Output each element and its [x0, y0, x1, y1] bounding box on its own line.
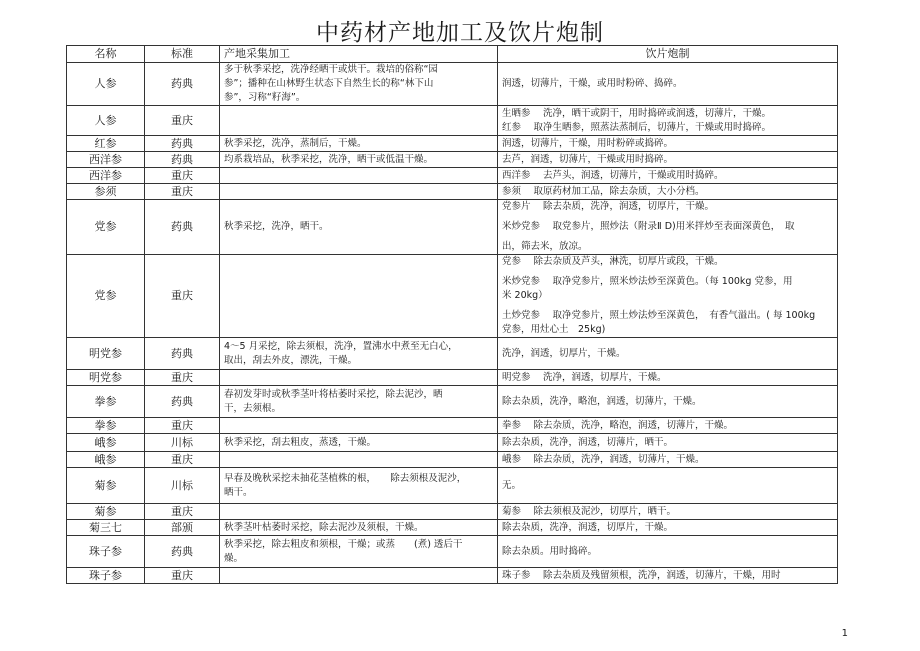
cell-standard: 药典 — [145, 338, 220, 370]
cell-processing — [498, 520, 838, 536]
table-row — [67, 468, 838, 504]
cell-name: 参须 — [67, 184, 145, 200]
cell-processing — [498, 504, 838, 520]
header-origin: 产地采集加工 — [220, 46, 498, 63]
cell-name: 拳参 — [67, 386, 145, 418]
cell-name: 峨参 — [67, 452, 145, 468]
cell-line: 拳参 除去杂质，洗净，略泡，润透，切薄片，干燥。 — [502, 419, 734, 431]
cell-name: 人参 — [67, 63, 145, 106]
cell-origin — [220, 200, 498, 255]
cell-line: 米炒党参 取党参片，照炒法（附录Ⅱ D)用米拌炒至表面深黄色， 取 — [502, 221, 795, 232]
cell-standard: 药典 — [145, 386, 220, 418]
cell-origin — [220, 152, 498, 168]
cell-origin — [220, 504, 498, 520]
cell-name: 菊参 — [67, 504, 145, 520]
cell-origin — [220, 338, 498, 370]
cell-processing — [498, 338, 838, 370]
cell-standard: 川标 — [145, 468, 220, 504]
cell-name: 明党参 — [67, 370, 145, 386]
cell-standard: 重庆 — [145, 106, 220, 136]
cell-processing — [498, 418, 838, 434]
cell-line: 土炒党参 取净党参片，照土炒法炒至深黄色， 有香气溢出。( 每 100kg — [502, 310, 816, 321]
cell-line: 明党参 洗净，润透，切厚片，干燥。 — [502, 371, 667, 383]
table-row — [67, 370, 838, 386]
cell-line: 参须 取原药材加工品，除去杂质，大小分档。 — [502, 185, 705, 197]
cell-name: 峨参 — [67, 434, 145, 452]
cell-line: 均系栽培品，秋季采挖，洗净，晒干或低温干燥。 — [224, 153, 434, 165]
cell-name: 人参 — [67, 106, 145, 136]
cell-standard: 川标 — [145, 434, 220, 452]
cell-origin — [220, 434, 498, 452]
cell-line: 出，筛去米，放凉。 — [502, 241, 588, 252]
page-number: 1 — [841, 628, 848, 639]
cell-origin — [220, 106, 498, 136]
cell-name: 菊参 — [67, 468, 145, 504]
table-row — [67, 255, 838, 338]
cell-line: 秋季采挖，刮去粗皮，蒸透，干燥。 — [224, 436, 377, 448]
table-row — [67, 452, 838, 468]
cell-line: 燥。 — [224, 552, 244, 564]
cell-processing — [498, 63, 838, 106]
cell-line: 党参片 除去杂质，洗净，润透，切厚片，干燥。 — [502, 201, 715, 212]
cell-line: 洗净，润透，切厚片，干燥。 — [502, 347, 626, 359]
table-row — [67, 136, 838, 152]
cell-origin — [220, 536, 498, 568]
cell-standard: 药典 — [145, 536, 220, 568]
cell-name: 拳参 — [67, 418, 145, 434]
cell-line: 米炒党参 取净党参片，照米炒法炒至深黄色。（每 100kg 党参，用 — [502, 276, 793, 287]
cell-origin — [220, 370, 498, 386]
cell-processing — [498, 106, 838, 136]
cell-origin — [220, 184, 498, 200]
cell-standard: 重庆 — [145, 568, 220, 584]
cell-origin — [220, 63, 498, 106]
cell-processing — [498, 370, 838, 386]
header-standard: 标准 — [145, 46, 220, 63]
cell-origin — [220, 452, 498, 468]
cell-standard: 药典 — [145, 152, 220, 168]
table-row — [67, 418, 838, 434]
cell-processing — [498, 152, 838, 168]
cell-origin — [220, 520, 498, 536]
cell-processing — [498, 568, 838, 584]
cell-processing — [498, 136, 838, 152]
cell-line: 除去杂质，洗净，润透，切薄片，晒干。 — [502, 436, 674, 448]
cell-processing — [498, 452, 838, 468]
cell-standard: 重庆 — [145, 504, 220, 520]
cell-processing — [498, 168, 838, 184]
cell-origin — [220, 136, 498, 152]
table-row — [67, 568, 838, 584]
cell-line: 4～5 月采挖，除去须根，洗净，置沸水中煮至无白心， — [224, 340, 458, 352]
cell-origin — [220, 255, 498, 338]
header-name: 名称 — [67, 46, 145, 63]
cell-origin — [220, 468, 498, 504]
table-row — [67, 434, 838, 452]
cell-line: 润透，切薄片，干燥，用时粉碎或捣碎。 — [502, 137, 674, 149]
cell-line: 无。 — [502, 479, 522, 491]
table-row — [67, 184, 838, 200]
table-row — [67, 106, 838, 136]
page-title: 中药材产地加工及饮片炮制 — [316, 20, 604, 46]
cell-processing — [498, 200, 838, 255]
cell-line: 润透，切薄片，干燥，或用时粉碎、捣碎。 — [502, 78, 683, 89]
cell-standard: 重庆 — [145, 452, 220, 468]
cell-name: 珠子参 — [67, 568, 145, 584]
cell-line: 除去杂质，洗净，略泡，润透，切薄片，干燥。 — [502, 395, 702, 407]
cell-line: 党参，用灶心土 25kg) — [502, 324, 606, 335]
table-row — [67, 520, 838, 536]
cell-standard: 药典 — [145, 200, 220, 255]
cell-line: 取出，刮去外皮，漂洗，干燥。 — [224, 354, 358, 366]
cell-line: 菊参 除去须根及泥沙，切厚片，晒干。 — [502, 505, 677, 517]
cell-line: 西洋参 去芦头，润透，切薄片，干燥或用时捣碎。 — [502, 169, 724, 181]
cell-origin — [220, 568, 498, 584]
cell-processing — [498, 536, 838, 568]
cell-line: 生晒参 洗净，晒干或阴干，用时捣碎或润透，切薄片，干燥。 — [502, 107, 772, 119]
cell-processing — [498, 386, 838, 418]
herb-processing-table — [66, 45, 838, 584]
cell-standard: 重庆 — [145, 184, 220, 200]
cell-name: 珠子参 — [67, 536, 145, 568]
cell-line: 峨参 除去杂质，洗净，润透，切薄片，干燥。 — [502, 453, 705, 465]
cell-standard: 重庆 — [145, 255, 220, 338]
cell-processing — [498, 255, 838, 338]
table-row — [67, 200, 838, 255]
cell-standard: 药典 — [145, 63, 220, 106]
cell-standard: 重庆 — [145, 168, 220, 184]
cell-line: 党参 除去杂质及芦头，淋洗，切厚片或段，干燥。 — [502, 256, 724, 267]
cell-origin — [220, 168, 498, 184]
cell-name: 红参 — [67, 136, 145, 152]
cell-line: 秋季采挖，除去粗皮和须根，干燥；或蒸 (煮) 透后干 — [224, 538, 463, 550]
cell-standard: 重庆 — [145, 418, 220, 434]
cell-name: 党参 — [67, 255, 145, 338]
cell-line: 除去杂质。用时捣碎。 — [502, 545, 598, 557]
table-row — [67, 504, 838, 520]
cell-line: 珠子参 除去杂质及残留须根，洗净，润透，切薄片，干燥，用时 — [502, 569, 781, 581]
cell-line: 米 20kg） — [502, 290, 548, 301]
cell-name: 西洋参 — [67, 152, 145, 168]
cell-line: 参”；播种在山林野生状态下自然生长的称“林下山 — [224, 78, 434, 89]
cell-name: 菊三七 — [67, 520, 145, 536]
table-row — [67, 386, 838, 418]
table-row — [67, 536, 838, 568]
table-row — [67, 338, 838, 370]
cell-processing — [498, 468, 838, 504]
cell-name: 西洋参 — [67, 168, 145, 184]
cell-standard: 重庆 — [145, 370, 220, 386]
cell-name: 党参 — [67, 200, 145, 255]
cell-line: 秋季采挖，洗净，蒸制后，干燥。 — [224, 137, 367, 149]
cell-line: 红参 取净生晒参，照蒸法蒸制后，切薄片，干燥或用时捣碎。 — [502, 121, 772, 133]
cell-line: 干，去须根。 — [224, 402, 282, 414]
cell-name: 明党参 — [67, 338, 145, 370]
header-processing: 饮片炮制 — [498, 46, 838, 63]
cell-line: 秋季茎叶枯萎时采挖，除去泥沙及须根，干燥。 — [224, 521, 424, 533]
cell-line: 参”，习称“籽海”。 — [224, 92, 306, 103]
cell-line: 春初发芽时或秋季茎叶将枯萎时采挖，除去泥沙，晒 — [224, 388, 443, 400]
cell-standard: 药典 — [145, 136, 220, 152]
cell-line: 晒干。 — [224, 486, 253, 498]
cell-line: 多于秋季采挖，洗净经晒干或烘干。栽培的俗称“园 — [224, 64, 438, 75]
cell-processing — [498, 184, 838, 200]
cell-origin — [220, 418, 498, 434]
cell-line: 除去杂质，洗净，润透，切厚片，干燥。 — [502, 521, 674, 533]
cell-line: 早春及晚秋采挖未抽花茎植株的根， 除去须根及泥沙， — [224, 472, 467, 484]
cell-line: 去芦，润透，切薄片，干燥或用时捣碎。 — [502, 153, 674, 165]
table-row — [67, 168, 838, 184]
cell-processing — [498, 434, 838, 452]
table-row — [67, 63, 838, 106]
cell-standard: 部颁 — [145, 520, 220, 536]
table-row — [67, 152, 838, 168]
cell-line: 秋季采挖，洗净，晒干。 — [224, 221, 329, 232]
table-header-row — [67, 46, 838, 63]
cell-origin — [220, 386, 498, 418]
